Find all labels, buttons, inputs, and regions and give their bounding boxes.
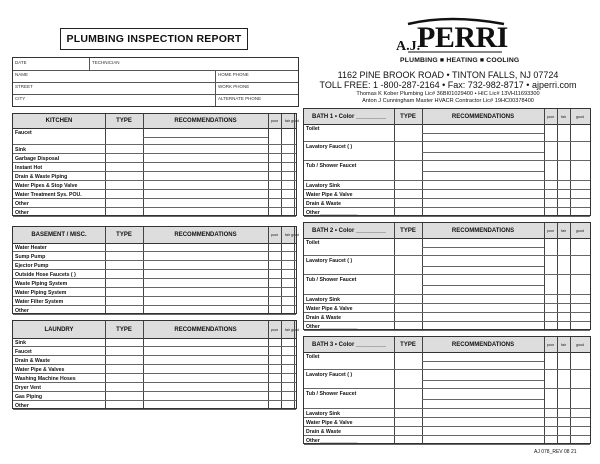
inspection-item-label: Water Treatment Sys. POU. [15,191,82,198]
good-column-header: good [576,114,584,119]
inspection-row[interactable] [304,256,590,275]
inspection-row[interactable] [304,181,590,190]
inspection-item-label: Lavatory Faucet ( ) [306,372,353,378]
inspection-row[interactable] [304,190,590,199]
bath1-header [304,109,590,125]
inspection-item-label: Other_____________ [306,437,358,444]
company-logo [380,16,520,70]
inspection-row[interactable] [13,392,296,401]
fair-column-header: fair [285,233,290,237]
good-column-header: good [576,342,584,347]
bath3-section [303,336,591,444]
home-phone-field[interactable]: HOME PHONE [218,72,249,77]
inspection-row[interactable] [13,356,296,365]
logo-name: PERRI [417,21,508,54]
inspection-item-label: Sump Pump [15,253,46,260]
recommendation-line[interactable] [422,171,544,172]
date-field[interactable]: DATE [15,60,27,65]
inspection-item-label: Other [15,209,29,216]
license-line-1: Thomas K Kober Plumbing Lic# 36BI01029400 • HIC Lic# 13VH11693300 [356,91,540,97]
inspection-row[interactable] [304,208,590,217]
inspection-row[interactable] [304,370,590,389]
kitchen-section [12,113,297,216]
inspection-item-label: Tub / Shower Faucet [306,391,357,397]
inspection-row[interactable] [304,427,590,436]
inspection-row[interactable] [304,436,590,445]
bath3-title: BATH 3 • Color _________ [311,341,387,348]
inspection-row[interactable] [13,208,296,217]
inspection-item-label: Drain & Waste Piping [15,173,68,180]
good-column-header: good [576,228,584,233]
bath1-section [303,108,591,216]
inspection-row[interactable] [13,128,296,145]
inspection-row[interactable] [13,347,296,356]
type-column-header: TYPE [116,326,132,333]
fair-column-header: fair [561,228,566,233]
inspection-item-label: Washing Machine Hoses [15,375,76,382]
fair-column-header: fair [285,327,290,332]
inspection-item-label: Faucet [15,130,32,136]
inspection-row[interactable] [13,338,296,347]
fair-column-header: fair [561,114,566,119]
recommendation-line[interactable] [422,285,544,286]
poor-column-header: poor [546,228,555,233]
laundry-title: LAUNDRY [44,326,74,333]
inspection-item-label: Lavatory Faucet ( ) [306,258,353,264]
recommendation-line[interactable] [422,361,544,362]
name-field[interactable]: NAME [15,72,29,77]
recommendation-line[interactable] [422,266,544,267]
laundry-section [12,320,297,409]
fair-column-header: fair [285,119,290,123]
inspection-item-label: Water Heater [15,244,47,251]
inspection-item-label: Sink [15,339,26,346]
inspection-item-label: Faucet [15,348,32,355]
inspection-row[interactable] [13,261,296,270]
inspection-row[interactable] [13,297,296,306]
inspection-row[interactable] [13,383,296,392]
type-column-header: TYPE [400,227,416,234]
inspection-row[interactable] [13,270,296,279]
bath3-header [304,337,590,353]
recommendations-column-header: RECOMMENDATIONS [174,118,237,124]
inspection-row[interactable] [13,154,296,163]
inspection-item-label: Water Pipe & Valve [306,191,353,198]
inspection-row[interactable] [304,322,590,331]
inspection-item-label: Instant Hot [15,164,43,171]
inspection-item-label: Water Piping System [15,289,67,296]
inspection-item-label: Outside Hose Faucets ( ) [15,271,76,278]
logo-tagline: PLUMBING ■ HEATING ■ COOLING [400,57,520,64]
good-column-header: good [291,233,299,237]
inspection-row[interactable] [13,190,296,199]
recommendation-line[interactable] [422,247,544,248]
recommendation-line[interactable] [422,152,544,153]
logo-prefix: A.J. [396,39,421,54]
recommendation-line[interactable] [422,380,544,381]
inspection-row[interactable] [13,163,296,172]
company-address: 1162 PINE BROOK ROAD • TINTON FALLS, NJ 07724 [337,70,559,80]
poor-column-header: poor [270,119,279,123]
alt-phone-field[interactable]: ALTERNATE PHONE [218,96,262,101]
basement-title: BASEMENT / MISC. [31,232,87,238]
inspection-item-label: Garbage Disposal [15,155,60,162]
inspection-item-label: Water Pipe & Valves [15,366,65,373]
recommendation-line[interactable] [143,137,268,138]
good-column-header: good [291,327,299,332]
company-contact: TOLL FREE: 1 -800-287-2164 • Fax: 732-982-8717 • ajperri.com [319,80,577,90]
bath2-section [303,222,591,330]
recommendations-column-header: RECOMMENDATIONS [451,341,515,348]
inspection-item-label: Toilet [306,240,320,246]
inspection-item-label: Waste Piping System [15,280,68,287]
inspection-item-label: Toilet [306,126,320,132]
inspection-item-label: Lavatory Sink [306,182,341,189]
type-column-header: TYPE [400,113,416,120]
inspection-item-label: Ejector Pump [15,262,49,269]
kitchen-title: KITCHEN [45,118,73,124]
work-phone-field[interactable]: WORK PHONE [218,84,250,89]
inspection-row[interactable] [304,161,590,181]
poor-column-header: poor [546,342,555,347]
inspection-item-label: Water Filter System [15,298,64,305]
inspection-row[interactable] [304,389,590,409]
poor-column-header: poor [546,114,555,119]
bath1-title: BATH 1 • Color _________ [311,113,387,120]
inspection-row[interactable] [13,145,296,154]
recommendations-column-header: RECOMMENDATIONS [451,227,515,234]
inspection-item-label: Lavatory Sink [306,296,341,303]
type-column-header: TYPE [400,341,416,348]
inspection-row[interactable] [304,295,590,304]
laundry-header [13,321,299,339]
poor-column-header: poor [270,327,279,332]
kitchen-header [13,114,299,129]
inspection-item-label: Other [15,307,29,314]
inspection-row[interactable] [13,306,296,315]
poor-column-header: poor [270,233,279,237]
inspection-row[interactable] [304,199,590,208]
recommendations-column-header: RECOMMENDATIONS [174,232,237,238]
type-column-header: TYPE [116,118,132,124]
street-field[interactable]: STREET [15,84,33,89]
recommendation-line[interactable] [422,399,544,400]
inspection-row[interactable] [304,124,590,142]
inspection-item-label: Water Pipes & Stop Valve [15,182,78,189]
bath2-title: BATH 2 • Color _________ [311,227,387,234]
inspection-row[interactable] [13,199,296,208]
inspection-item-label: Toilet [306,354,320,360]
form-revision: AJ 078_REV 08 21 [534,449,577,455]
inspection-row[interactable] [13,181,296,190]
customer-info-grid [12,57,299,107]
inspection-item-label: Water Pipe & Valve [306,305,353,312]
inspection-row[interactable] [304,275,590,295]
recommendation-line[interactable] [422,133,544,134]
inspection-row[interactable] [304,142,590,161]
technician-field[interactable]: TECHNICIAN [92,60,120,65]
inspection-row[interactable] [13,252,296,261]
inspection-item-label: Tub / Shower Faucet [306,277,357,283]
inspection-row[interactable] [13,243,296,252]
inspection-item-label: Water Pipe & Valve [306,419,353,426]
inspection-item-label: Other_____________ [306,209,358,216]
inspection-row[interactable] [13,365,296,374]
inspection-row[interactable] [304,409,590,418]
inspection-row[interactable] [304,304,590,313]
inspection-item-label: Lavatory Faucet ( ) [306,144,353,150]
inspection-row[interactable] [13,374,296,383]
inspection-item-label: Drain & Waste [306,314,341,321]
inspection-item-label: Other [15,402,29,409]
good-column-header: good [291,119,299,123]
inspection-item-label: Other_____________ [306,323,358,330]
recommendations-column-header: RECOMMENDATIONS [174,326,237,333]
report-title: PLUMBING INSPECTION REPORT [60,28,248,50]
inspection-item-label: Gas Piping [15,393,43,400]
inspection-row[interactable] [13,172,296,181]
inspection-item-label: Tub / Shower Faucet [306,163,357,169]
bath2-header [304,223,590,239]
inspection-row[interactable] [304,238,590,256]
fair-column-header: fair [561,342,566,347]
inspection-row[interactable] [13,279,296,288]
inspection-item-label: Drain & Waste [306,428,341,435]
license-line-2: Anton J Cunningham Master HVACR Contractor Lic# 19HC00378400 [362,98,534,104]
inspection-row[interactable] [13,288,296,297]
inspection-item-label: Dryer Vent [15,384,41,391]
recommendations-column-header: RECOMMENDATIONS [451,113,515,120]
inspection-item-label: Other [15,200,29,207]
inspection-item-label: Drain & Waste [15,357,50,364]
inspection-row[interactable] [304,418,590,427]
inspection-item-label: Lavatory Sink [306,410,341,417]
city-field[interactable]: CITY [15,96,26,101]
type-column-header: TYPE [116,232,132,238]
basement-section [12,226,297,314]
basement-header [13,227,299,244]
inspection-row[interactable] [304,313,590,322]
inspection-row[interactable] [304,352,590,370]
inspection-row[interactable] [13,401,296,410]
inspection-item-label: Sink [15,146,26,153]
inspection-item-label: Drain & Waste [306,200,341,207]
